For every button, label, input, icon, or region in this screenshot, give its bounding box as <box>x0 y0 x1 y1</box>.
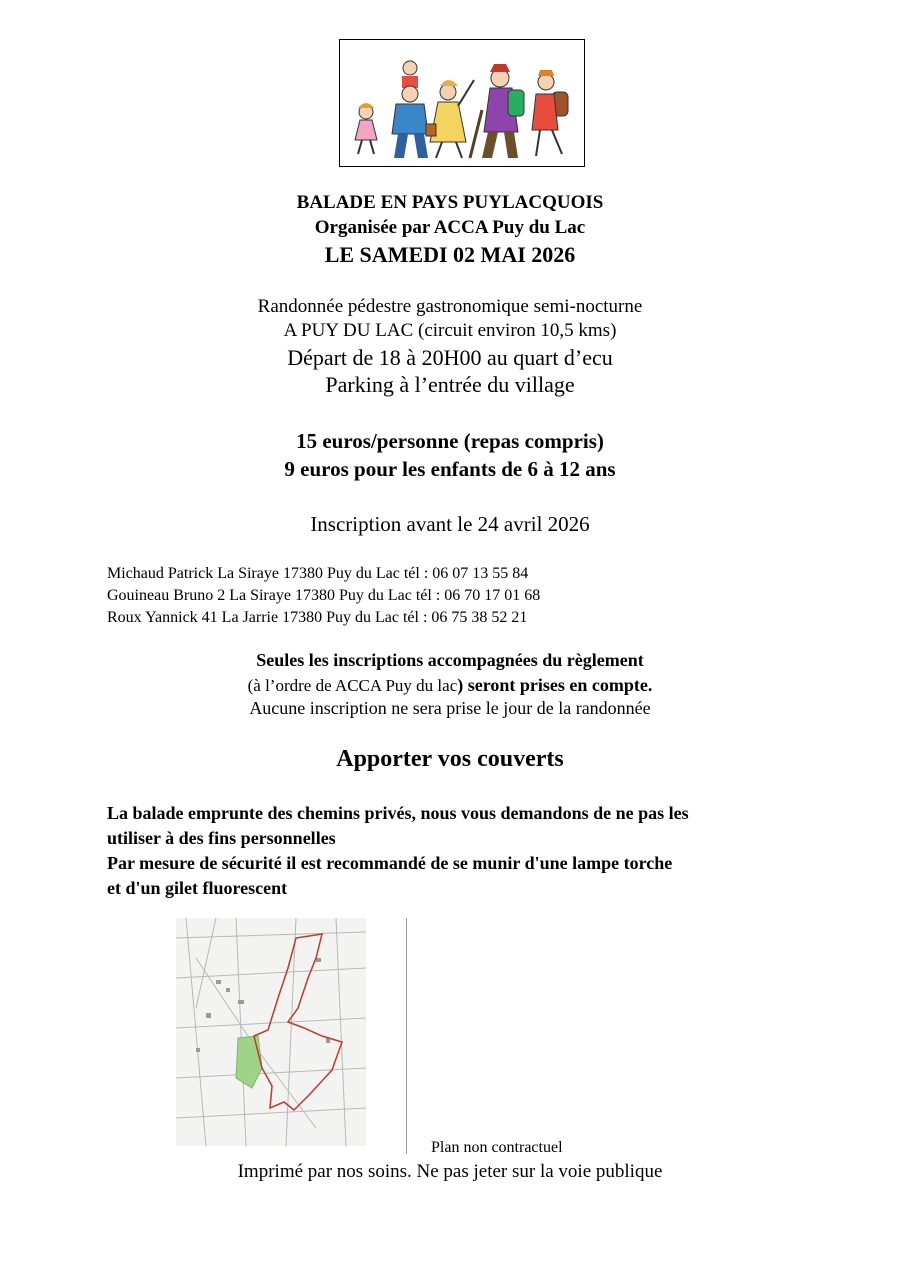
notice-line: Par mesure de sécurité il est recommandé de se munir d'une lampe torche <box>107 853 673 873</box>
registration-deadline: Inscription avant le 24 avril 2026 <box>310 512 590 536</box>
event-date: LE SAMEDI 02 MAI 2026 <box>324 242 576 267</box>
route-map-drawing <box>176 918 366 1146</box>
contact-line: Michaud Patrick La Siraye 17380 Puy du Lac tél : 06 07 13 55 84 <box>107 565 529 582</box>
route-map <box>176 918 366 1146</box>
notice-line: La balade emprunte des chemins privés, nous vous demandons de ne pas les <box>107 803 689 823</box>
departure: Départ de 18 à 20H00 au quart d’ecu <box>287 345 613 370</box>
payment-taken-into-account: ) seront prises en compte. <box>457 675 653 695</box>
price-child: 9 euros pour les enfants de 6 à 12 ans <box>284 457 616 481</box>
map-caption: Plan non contractuel <box>431 1139 563 1156</box>
price-adult: 15 euros/personne (repas compris) <box>296 429 604 453</box>
payment-line-3: Aucune inscription ne sera prise le jour de la randonnée <box>249 698 651 718</box>
hikers-drawing <box>340 40 584 166</box>
notice <box>107 801 689 901</box>
parking: Parking à l’entrée du village <box>325 372 575 397</box>
notice-line: et d'un gilet fluorescent <box>107 878 288 898</box>
payment-line-2 <box>0 673 900 698</box>
payment-order: (à l’ordre de ACCA Puy du lac <box>247 676 458 695</box>
event-title: BALADE EN PAYS PUYLACQUOIS <box>296 192 604 213</box>
bring-cutlery: Apporter vos couverts <box>336 746 564 772</box>
payment-line-1: Seules les inscriptions accompagnées du règlement <box>256 650 644 670</box>
organizer: Organisée par ACCA Puy du Lac <box>314 217 586 238</box>
green-area <box>236 1036 262 1088</box>
contacts-list <box>107 563 540 629</box>
footer-note: Imprimé par nos soins. Ne pas jeter sur la voie publique <box>237 1161 663 1182</box>
notice-line: utiliser à des fins personnelles <box>107 828 336 848</box>
details-line-1: Randonnée pédestre gastronomique semi-nocturne <box>257 296 643 317</box>
contact-line: Roux Yannick 41 La Jarrie 17380 Puy du Lac tél : 06 75 38 52 21 <box>107 609 528 626</box>
contact-line: Gouineau Bruno 2 La Siraye 17380 Puy du Lac tél : 06 70 17 01 68 <box>107 587 541 604</box>
details-line-2: A PUY DU LAC (circuit environ 10,5 kms) <box>283 320 617 341</box>
map-divider <box>406 918 407 1154</box>
hikers-illustration <box>339 39 585 167</box>
